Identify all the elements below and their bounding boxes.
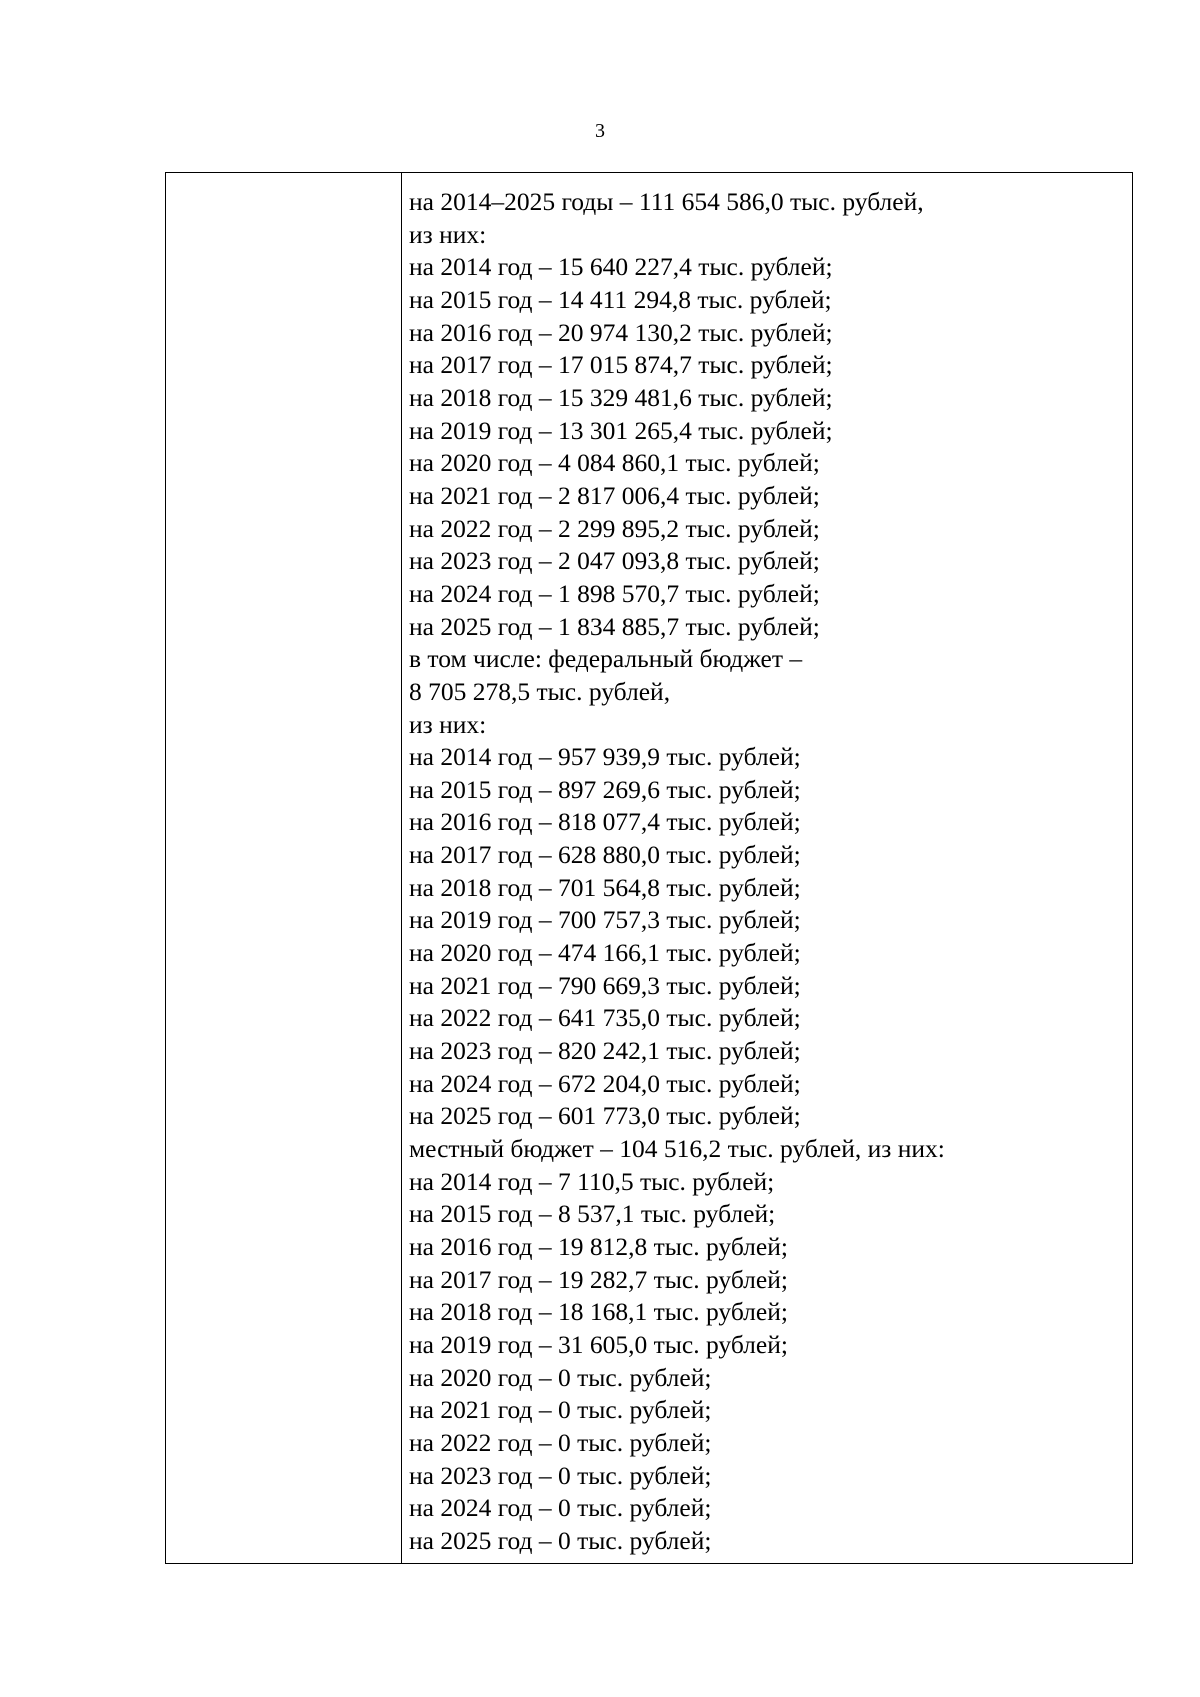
funding-line: на 2014–2025 годы – 111 654 586,0 тыс. рублей, xyxy=(409,187,924,216)
funding-line: на 2021 год – 790 669,3 тыс. рублей; xyxy=(409,970,801,1000)
funding-line: в том числе: федеральный бюджет – xyxy=(409,644,803,674)
funding-line: на 2022 год – 2 299 895,2 тыс. рублей; xyxy=(409,513,820,543)
funding-line: на 2023 год – 820 242,1 тыс. рублей; xyxy=(409,1036,801,1066)
funding-line: на 2014 год – 7 110,5 тыс. рублей; xyxy=(409,1166,775,1196)
funding-line: на 2021 год – 0 тыс. рублей; xyxy=(409,1395,712,1425)
funding-line: на 2025 год – 1 834 885,7 тыс. рублей; xyxy=(409,611,820,641)
funding-line: на 2020 год – 4 084 860,1 тыс. рублей; xyxy=(409,448,820,478)
funding-line: на 2020 год – 0 тыс. рублей; xyxy=(409,1362,712,1392)
table-right-cell xyxy=(402,173,1132,1563)
funding-line: 8 705 278,5 тыс. рублей, xyxy=(409,676,671,706)
funding-line: на 2019 год – 31 605,0 тыс. рублей; xyxy=(409,1329,788,1359)
funding-line: из них: xyxy=(409,709,487,739)
funding-line: на 2021 год – 2 817 006,4 тыс. рублей; xyxy=(409,480,820,510)
funding-line: на 2017 год – 17 015 874,7 тыс. рублей; xyxy=(409,350,833,380)
funding-line: на 2025 год – 601 773,0 тыс. рублей; xyxy=(409,1101,801,1131)
funding-line: на 2019 год – 700 757,3 тыс. рублей; xyxy=(409,905,801,935)
funding-line: на 2015 год – 8 537,1 тыс. рублей; xyxy=(409,1199,776,1229)
funding-line: на 2016 год – 19 812,8 тыс. рублей; xyxy=(409,1232,788,1261)
funding-line: на 2015 год – 14 411 294,8 тыс. рублей; xyxy=(409,284,832,314)
funding-table xyxy=(165,172,1133,1564)
funding-line: на 2023 год – 2 047 093,8 тыс. рублей; xyxy=(409,546,820,576)
funding-line: на 2017 год – 628 880,0 тыс. рублей; xyxy=(409,840,801,870)
table-left-cell xyxy=(166,173,402,1563)
funding-line: на 2025 год – 0 тыс. рублей; xyxy=(409,1525,712,1555)
funding-line: на 2020 год – 474 166,1 тыс. рублей; xyxy=(409,938,801,968)
funding-line: на 2016 год – 20 974 130,2 тыс. рублей; xyxy=(409,317,833,347)
funding-line: на 2022 год – 641 735,0 тыс. рублей; xyxy=(409,1003,801,1033)
funding-line: на 2024 год – 1 898 570,7 тыс. рублей; xyxy=(409,578,820,608)
funding-line: на 2024 год – 0 тыс. рублей; xyxy=(409,1493,712,1523)
funding-line: на 2014 год – 957 939,9 тыс. рублей; xyxy=(409,742,801,772)
funding-line: на 2019 год – 13 301 265,4 тыс. рублей; xyxy=(409,415,833,445)
funding-line: на 2014 год – 15 640 227,4 тыс. рублей; xyxy=(409,252,833,282)
funding-line: на 2018 год – 701 564,8 тыс. рублей; xyxy=(409,872,801,902)
funding-line: на 2022 год – 0 тыс. рублей; xyxy=(409,1427,712,1457)
funding-line: на 2017 год – 19 282,7 тыс. рублей; xyxy=(409,1264,788,1294)
funding-line: местный бюджет – 104 516,2 тыс. рублей, из них: xyxy=(409,1134,945,1164)
funding-line: на 2015 год – 897 269,6 тыс. рублей; xyxy=(409,774,801,804)
funding-line: на 2018 год – 15 329 481,6 тыс. рублей; xyxy=(409,382,833,412)
funding-line: на 2018 год – 18 168,1 тыс. рублей; xyxy=(409,1297,788,1327)
page-number: 3 xyxy=(595,120,605,142)
funding-line: на 2016 год – 818 077,4 тыс. рублей; xyxy=(409,807,801,837)
funding-line: на 2023 год – 0 тыс. рублей; xyxy=(409,1460,712,1490)
funding-line: на 2024 год – 672 204,0 тыс. рублей; xyxy=(409,1068,801,1098)
funding-line: из них: xyxy=(409,219,487,249)
